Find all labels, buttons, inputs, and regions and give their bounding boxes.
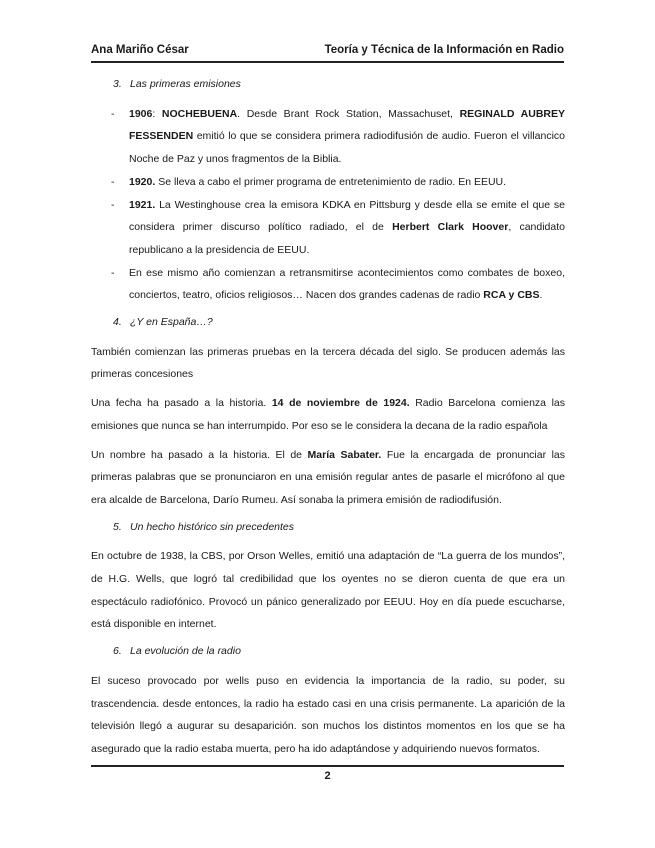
header-author: Ana Mariño César — [91, 44, 189, 56]
bullet-text: , candidato republicano a la presidencia de EEUU. — [129, 221, 565, 256]
section-heading-5 — [113, 516, 565, 539]
bullet-text: Se lleva a cabo el primer programa de entretenimiento de radio. En EEUU. — [155, 175, 507, 188]
footer-rule — [91, 765, 564, 767]
section-title: Las primeras emisiones — [130, 78, 241, 90]
list-item — [91, 103, 565, 171]
paragraph-date: 14 de noviembre de 1924. — [271, 397, 410, 410]
document-body — [91, 73, 565, 761]
section-number: 4. — [113, 316, 122, 329]
bullet-text: . Desde Brant Rock Station, Massachuset, — [237, 107, 460, 120]
paragraph: En octubre de 1938, la CBS, por Orson Welles, emitió una adaptación de “La guerra de los mundos”, de H.G. Wells, que logró tal credibilidad que los oyentes no se dieron cuenta de que era un espectáculo radiofónico. Provocó un pánico generalizado por EEUU. Hoy en día puede escucharse, está disponible en internet. — [91, 550, 565, 631]
paragraph-text: Fue la encargada de pronunciar las primeras palabras que se pronunciaron en una emisión regular antes de pasarle el micrófono al que era alcalde de Barcelona, Darío Rumeu. Así sonaba la primera emisión de radiodifusión. — [91, 448, 566, 506]
header-rule — [91, 61, 564, 63]
bullet-year: 1921. — [129, 198, 156, 211]
paragraph-text: Un nombre ha pasado a la historia. El de — [91, 448, 308, 461]
paragraph: También comienzan las primeras pruebas en la tercera década del siglo. Se producen además las primeras concesiones — [91, 345, 565, 381]
bullet-year: 1920. — [129, 175, 156, 188]
bullet-networks: RCA y CBS — [483, 289, 540, 302]
bullet-text: En ese mismo año comienzan a retransmitirse acontecimientos como combates de boxeo, conciertos, teatro, oficios religiosos… Nacen dos grandes cadenas de radio — [129, 266, 565, 302]
timeline-list — [91, 103, 565, 307]
section-title: Un hecho histórico sin precedentes — [130, 520, 295, 533]
paragraph — [91, 444, 565, 512]
header-course-title: Teoría y Técnica de la Información en Radio — [324, 44, 564, 56]
bullet-text: La Westinghouse crea la emisora KDKA en Pittsburg y desde ella se emite el que se considera primer discurso político radiado, el de — [129, 198, 565, 234]
list-item — [91, 262, 565, 307]
section-heading-3 — [113, 73, 565, 96]
section-title: ¿Y en España…? — [130, 316, 213, 329]
section-number: 5. — [113, 520, 122, 533]
paragraph-person: María Sabater. — [307, 448, 382, 461]
section-title: La evolución de la radio — [130, 645, 241, 658]
list-item — [91, 194, 565, 262]
section-number: 3. — [113, 78, 122, 90]
bullet-person: Herbert Clark Hoover — [392, 221, 509, 234]
paragraph-text: Radio Barcelona comienza las emisiones que nunca se han interrumpido. Por eso se le considera la decana de la radio española — [91, 397, 565, 432]
page-number: 2 — [324, 770, 331, 782]
section-number: 6. — [113, 645, 122, 658]
bullet-event-name: NOCHEBUENA — [161, 107, 238, 120]
page-header — [91, 44, 564, 60]
paragraph-text: Una fecha ha pasado a la historia. — [91, 397, 272, 410]
section-heading-4 — [113, 311, 565, 334]
bullet-year: 1906 — [129, 107, 153, 120]
bullet-person: REGINALD AUBREY FESSENDEN — [129, 107, 565, 143]
list-item — [91, 171, 565, 194]
section-heading-6 — [113, 640, 565, 663]
paragraph — [91, 392, 565, 437]
bullet-text: emitió lo que se considera primera radiodifusión de audio. Fueron el villancico Noche de Paz y unos fragmentos de la Biblia. — [129, 130, 565, 166]
bullet-separator: : — [152, 107, 162, 120]
bullet-text: . — [539, 289, 543, 302]
paragraph: El suceso provocado por wells puso en evidencia la importancia de la radio, su poder, su trascendencia. desde entonces, la radio ha estado casi en una crisis permanente. La aparición de la televisión llegó a augurar su desaparición. son muchos los distintos momentos en los que se ha asegurado que la radio estaba muerta, pero ha ido adaptándose y adquiriendo nuevos formatos. — [91, 674, 565, 755]
